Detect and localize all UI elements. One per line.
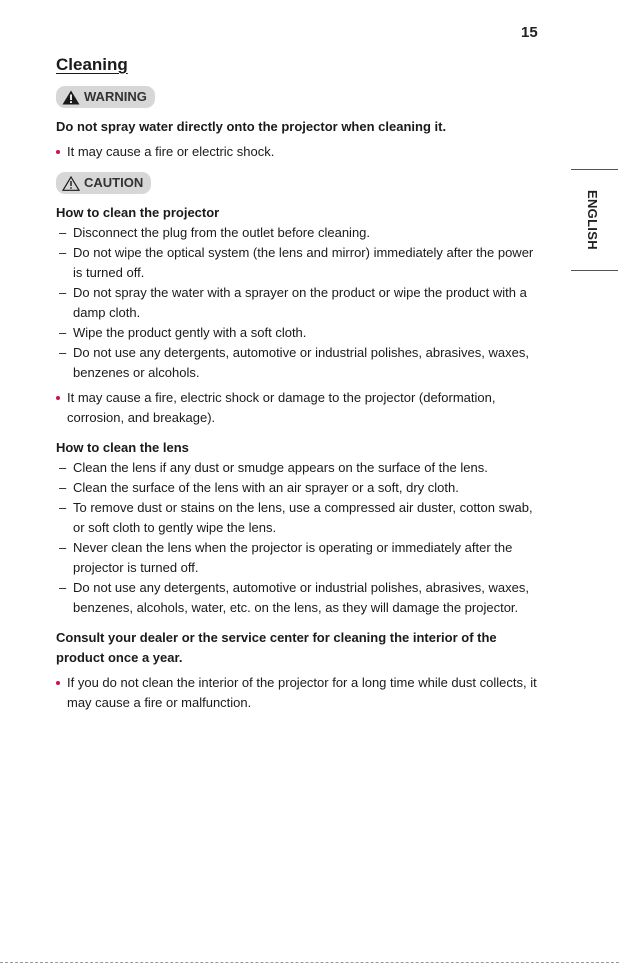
warning-triangle-filled-icon xyxy=(62,90,80,105)
warning-heading: Do not spray water directly onto the projector when cleaning it. xyxy=(56,119,447,134)
warning-label-text: WARNING xyxy=(84,89,147,104)
clean-projector-heading: How to clean the projector xyxy=(56,205,220,220)
side-divider-bottom xyxy=(571,270,618,271)
interior-heading: Consult your dealer or the service center for cleaning the interior of the product once a year. xyxy=(56,630,497,665)
language-tab: ENGLISH xyxy=(585,190,600,250)
list-item: – Do not use any detergents, automotive or industrial polishes, abrasives, waxes, benzenes, alcohols, water, etc. on the lens, as they will damage the projector. xyxy=(56,578,546,618)
interior-bullet: If you do not clean the interior of the projector for a long time while dust collects, it may cause a fire or malfunction. xyxy=(56,673,546,713)
list-item: – Wipe the product gently with a soft cloth. xyxy=(56,323,546,343)
warning-bullet: It may cause a fire or electric shock. xyxy=(56,142,546,162)
list-item: – Disconnect the plug from the outlet before cleaning. xyxy=(56,223,546,243)
footer-rule xyxy=(0,962,619,963)
list-item: – To remove dust or stains on the lens, use a compressed air duster, cotton swab, or soft cloth to gently wipe the lens. xyxy=(56,498,546,538)
page-number: 15 xyxy=(521,24,538,41)
main-content xyxy=(56,53,546,713)
caution-label-text: CAUTION xyxy=(84,175,144,190)
clean-lens-heading: How to clean the lens xyxy=(56,440,189,455)
list-item: – Clean the surface of the lens with an air sprayer or a soft, dry cloth. xyxy=(56,478,546,498)
list-item: – Clean the lens if any dust or smudge appears on the surface of the lens. xyxy=(56,458,546,478)
projector-bullet: It may cause a fire, electric shock or damage to the projector (deformation, corrosion, and breakage). xyxy=(56,388,546,428)
list-item: – Do not use any detergents, automotive or industrial polishes, abrasives, waxes, benzenes or alcohols. xyxy=(56,343,546,383)
list-item: – Never clean the lens when the projector is operating or immediately after the projector is turned off. xyxy=(56,538,546,578)
caution-triangle-outline-icon xyxy=(62,176,80,191)
caution-label xyxy=(56,172,151,194)
warning-label xyxy=(56,86,155,108)
side-divider-top xyxy=(571,169,618,170)
list-item: – Do not spray the water with a sprayer on the product or wipe the product with a damp cloth. xyxy=(56,283,546,323)
list-item: – Do not wipe the optical system (the lens and mirror) immediately after the power is turned off. xyxy=(56,243,546,283)
section-title: Cleaning xyxy=(56,55,128,74)
